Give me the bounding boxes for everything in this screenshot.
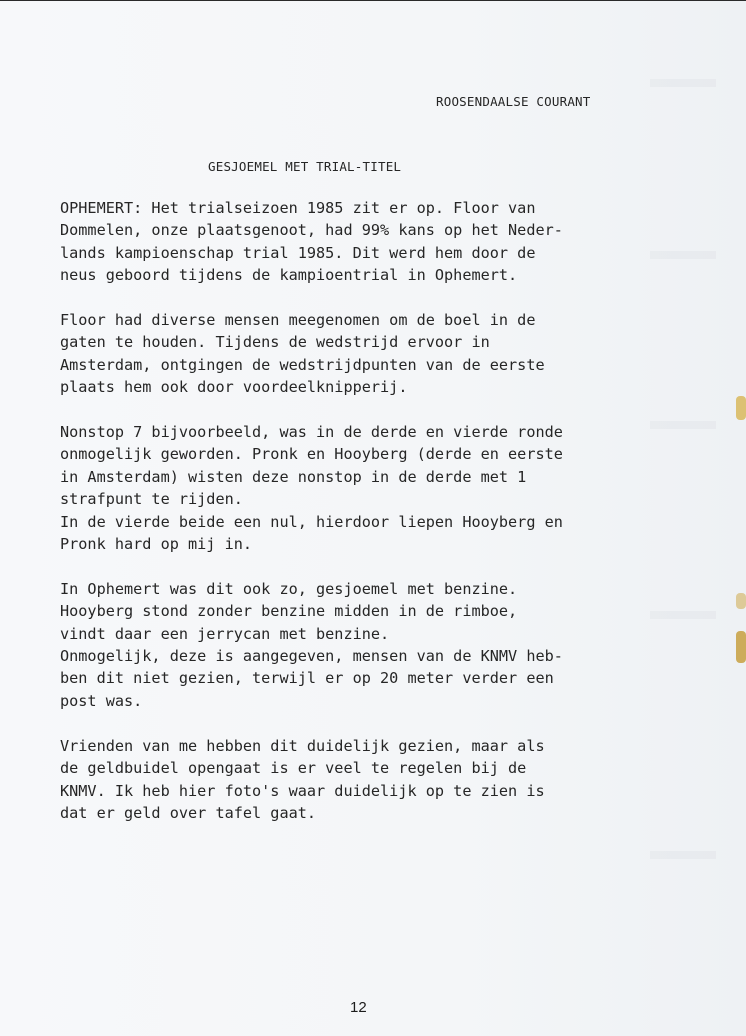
text-line: post was. bbox=[60, 691, 143, 710]
paragraph bbox=[60, 309, 660, 399]
text-line: Nonstop 7 bijvoorbeeld, was in de derde en vierde ronde bbox=[60, 423, 563, 442]
text-line: onmogelijk geworden. Pronk en Hooyberg (derde en eerste bbox=[60, 445, 563, 464]
edge-stain bbox=[736, 593, 746, 609]
publication-name: ROOSENDAALSE COURANT bbox=[436, 94, 591, 109]
text-line: gaten te houden. Tijdens de wedstrijd ervoor in bbox=[60, 333, 490, 352]
text-line: Amsterdam, ontgingen de wedstrijdpunten van de eerste bbox=[60, 355, 545, 374]
article-title: GESJOEMEL MET TRIAL-TITEL bbox=[208, 159, 402, 174]
text-line: in Amsterdam) wisten deze nonstop in de derde met 1 bbox=[60, 467, 527, 486]
show-through-mark bbox=[650, 851, 716, 859]
text-line: Onmogelijk, deze is aangegeven, mensen van de KNMV heb- bbox=[60, 647, 563, 666]
text-line: de geldbuidel opengaat is er veel te regelen bij de bbox=[60, 759, 527, 778]
text-line: Pronk hard op mij in. bbox=[60, 535, 253, 554]
text-line: lands kampioenschap trial 1985. Dit werd hem door de bbox=[60, 243, 536, 262]
edge-stain bbox=[736, 631, 746, 663]
paragraph bbox=[60, 197, 660, 287]
text-line: Dommelen, onze plaatsgenoot, had 99% kans op het Neder- bbox=[60, 221, 563, 240]
text-line: OPHEMERT: Het trialseizoen 1985 zit er op. Floor van bbox=[60, 199, 536, 217]
article-body bbox=[60, 197, 660, 847]
paragraph bbox=[60, 578, 660, 712]
show-through-mark bbox=[650, 79, 716, 87]
text-line: Floor had diverse mensen meegenomen om de boel in de bbox=[60, 311, 536, 330]
text-line: plaats hem ook door voordeelknipperij. bbox=[60, 378, 408, 397]
text-line: dat er geld over tafel gaat. bbox=[60, 803, 317, 822]
text-line: Vrienden van me hebben dit duidelijk gezien, maar als bbox=[60, 736, 545, 755]
text-line: In de vierde beide een nul, hierdoor liepen Hooyberg en bbox=[60, 512, 563, 531]
text-line: vindt daar een jerrycan met benzine. bbox=[60, 624, 390, 643]
paragraph bbox=[60, 421, 660, 555]
text-line: neus geboord tijdens de kampioentrial in Ophemert. bbox=[60, 266, 518, 285]
paragraph bbox=[60, 735, 660, 825]
text-line: strafpunt te rijden. bbox=[60, 490, 243, 509]
text-line: ben dit niet gezien, terwijl er op 20 meter verder een bbox=[60, 669, 554, 688]
edge-stain bbox=[736, 396, 746, 420]
text-line: In Ophemert was dit ook zo, gesjoemel met benzine. bbox=[60, 579, 518, 598]
page-number: 12 bbox=[350, 999, 367, 1016]
text-line: KNMV. Ik heb hier foto's waar duidelijk op te zien is bbox=[60, 781, 545, 800]
text-line: Hooyberg stond zonder benzine midden in de rimboe, bbox=[60, 602, 518, 621]
